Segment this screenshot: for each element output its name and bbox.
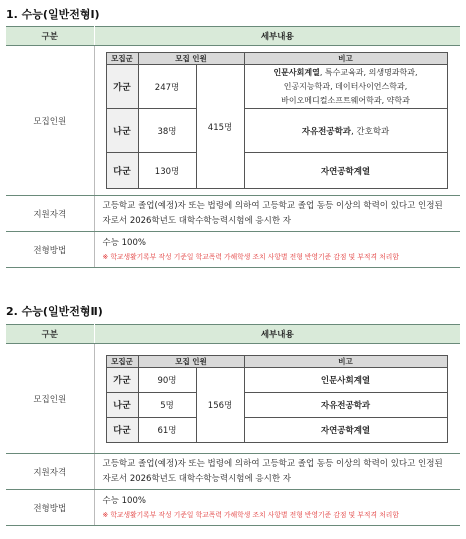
group-ga: 가군 (106, 367, 138, 392)
note-da: 자연공학계열 (244, 153, 447, 189)
section1-title: 1. 수능(일반전형Ⅰ) (6, 8, 100, 21)
note-ga: 인문사회계열 (244, 367, 447, 392)
count-total: 415명 (196, 65, 244, 189)
method-text: 수능 100% (102, 237, 146, 248)
col-note: 비고 (244, 355, 447, 367)
header-detail: 세부내용 (94, 325, 460, 344)
qualification-line2: 자로서 2026학년도 대학수학능력시험에 응시한 자 (102, 215, 291, 226)
ga-rest1: , 특수교육과, 의생명과학과, (319, 67, 418, 77)
group-ga: 가군 (106, 65, 138, 109)
col-unit: 모집군 (106, 355, 138, 367)
col-count: 모집 인원 (138, 355, 244, 367)
method-text: 수능 100% (102, 495, 146, 506)
method-note: ※ 학교생활기록부 작성 기준일 학교폭력 가해학생 조치 사항별 전형 반영기준 감점 및 부적격 처리함 (102, 252, 399, 261)
ga-rest3: 바이오메디컬소프트웨어학과, 약학과 (281, 95, 410, 105)
count-ga: 247명 (138, 65, 196, 109)
count-ga: 90명 (138, 367, 196, 392)
method-label: 전형방법 (6, 232, 94, 268)
qualification-text (94, 196, 460, 232)
count-na: 38명 (138, 109, 196, 153)
col-count: 모집 인원 (138, 53, 244, 65)
method-cell (94, 490, 460, 526)
count-total: 156명 (196, 367, 244, 442)
note-na (244, 109, 447, 153)
ga-rest2: 인공지능학과, 데이터사이언스학과, (283, 81, 408, 91)
section1-table (6, 26, 460, 268)
col-unit: 모집군 (106, 53, 138, 65)
recruit-label: 모집인원 (6, 46, 94, 196)
group-na: 나군 (106, 109, 138, 153)
qualification-line2: 자로서 2026학년도 대학수학능력시험에 응시한 자 (102, 473, 291, 484)
section2-title: 2. 수능(일반전형Ⅱ) (6, 305, 103, 318)
group-da: 다군 (106, 417, 138, 442)
header-detail: 세부내용 (94, 27, 460, 46)
count-na: 5명 (138, 392, 196, 417)
note-na: 자유전공학과 (244, 392, 447, 417)
header-category: 구분 (6, 325, 94, 344)
group-da: 다군 (106, 153, 138, 189)
group-na: 나군 (106, 392, 138, 417)
note-ga (244, 65, 447, 109)
header-category: 구분 (6, 27, 94, 46)
recruit-label: 모집인원 (6, 344, 94, 454)
qualification-line1: 고등학교 졸업(예정)자 또는 법령에 의하여 고등학교 졸업 동등 이상의 학력이 있다고 인정된 (102, 458, 443, 469)
method-label: 전형방법 (6, 490, 94, 526)
method-cell (94, 232, 460, 268)
col-note: 비고 (244, 53, 447, 65)
qualification-line1: 고등학교 졸업(예정)자 또는 법령에 의하여 고등학교 졸업 동등 이상의 학력이 있다고 인정된 (102, 200, 443, 211)
qualification-label: 지원자격 (6, 196, 94, 232)
qualification-text (94, 454, 460, 490)
section2-table (6, 324, 460, 526)
qualification-label: 지원자격 (6, 454, 94, 490)
note-da: 자연공학계열 (244, 417, 447, 442)
method-note: ※ 학교생활기록부 작성 기준일 학교폭력 가해학생 조치 사항별 전형 반영기준 감점 및 부적격 처리함 (102, 510, 399, 519)
recruit-inner-table (106, 52, 448, 189)
ga-bold: 인문사회계열 (273, 67, 320, 77)
na-bold: 자유전공학과 (301, 126, 352, 137)
na-rest: , 간호학과 (351, 126, 390, 137)
count-da: 61명 (138, 417, 196, 442)
recruit-inner-table (106, 355, 448, 443)
count-da: 130명 (138, 153, 196, 189)
